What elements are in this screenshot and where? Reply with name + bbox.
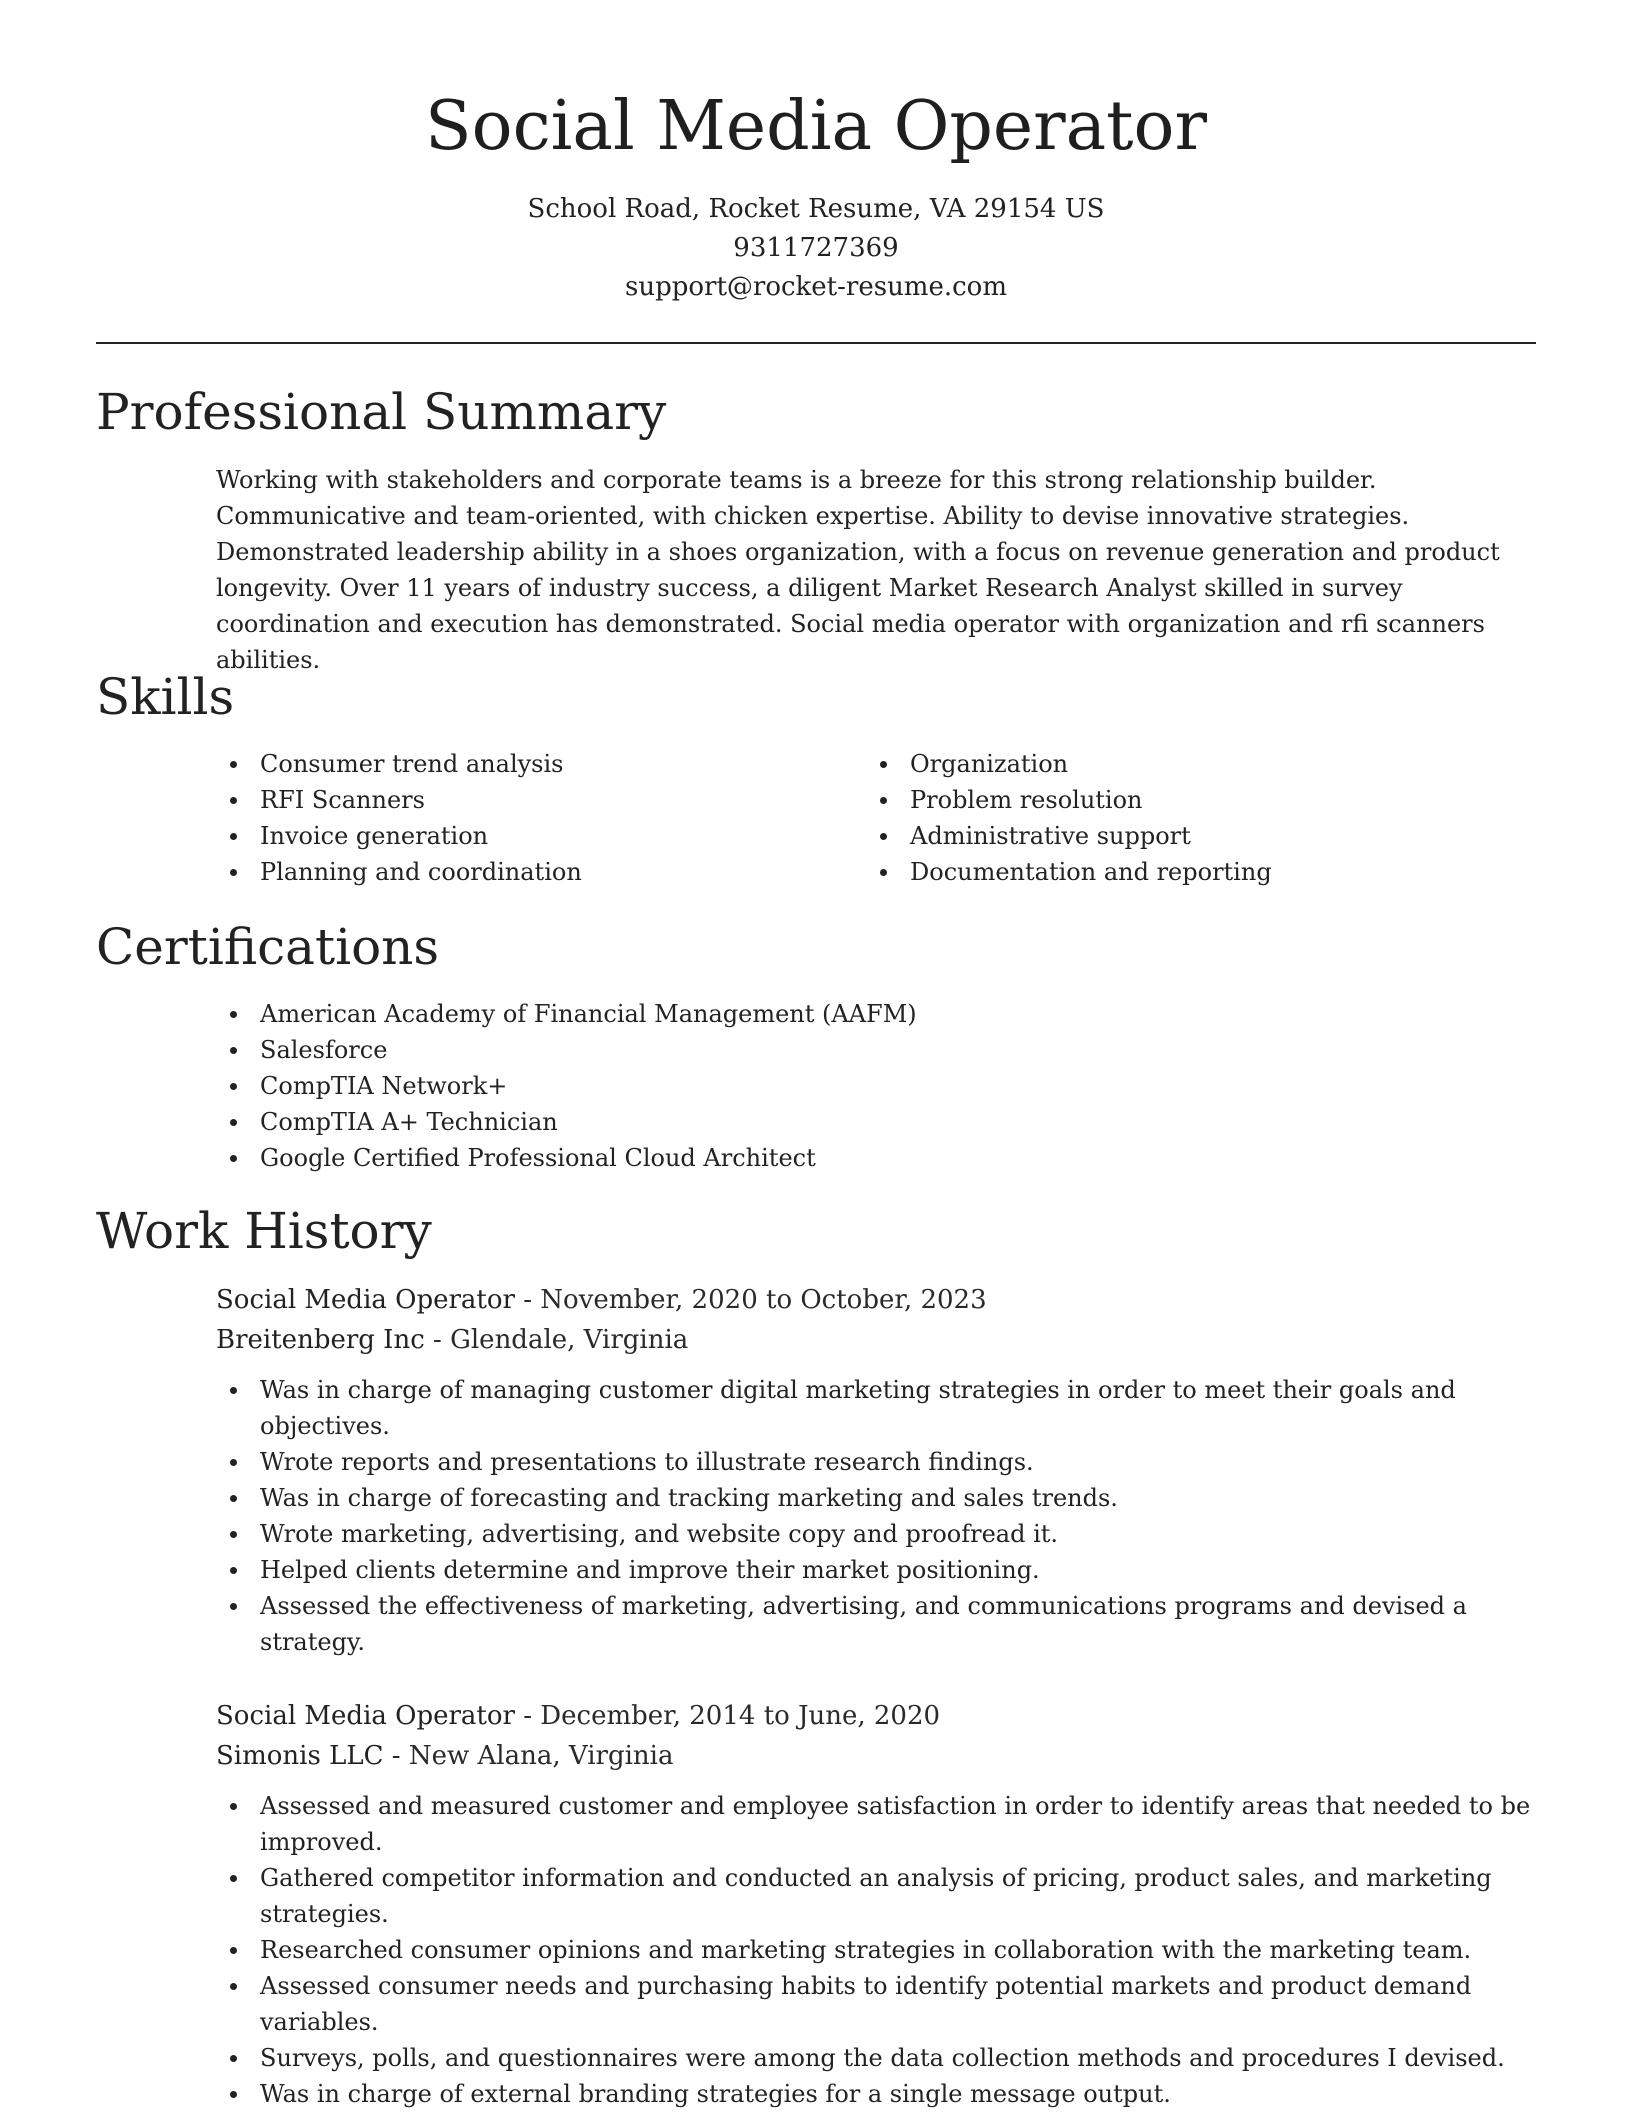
job-location: New Alana, Virginia bbox=[408, 1741, 674, 1771]
header-divider bbox=[96, 342, 1536, 344]
job-duty: Researched consumer opinions and marketing strategies in collaboration with the marketing team. bbox=[216, 1932, 1536, 1968]
certifications-list bbox=[216, 996, 1516, 1176]
certifications-heading: Certifications bbox=[96, 918, 440, 976]
job-duty: Was in charge of external branding strategies for a single message output. bbox=[216, 2076, 1536, 2112]
skills-list-right bbox=[866, 746, 1506, 890]
skill-item: Organization bbox=[866, 746, 1506, 782]
certification-item: CompTIA Network+ bbox=[216, 1068, 1516, 1104]
job-entry bbox=[216, 1696, 1536, 2112]
job-company-line: Breitenberg Inc - Glendale, Virginia bbox=[216, 1325, 689, 1355]
job-title-line: Social Media Operator - December, 2014 to June, 2020 bbox=[216, 1701, 941, 1731]
job-duty: Assessed consumer needs and purchasing habits to identify potential markets and product demand variables. bbox=[216, 1968, 1536, 2040]
skills-heading: Skills bbox=[96, 668, 235, 726]
job-dates: November, 2020 to October, 2023 bbox=[540, 1285, 987, 1315]
job-duty: Gathered competitor information and conducted an analysis of pricing, product sales, and marketing strategies. bbox=[216, 1860, 1536, 1932]
summary-heading: Professional Summary bbox=[96, 383, 667, 441]
job-company: Simonis LLC bbox=[216, 1741, 384, 1771]
job-title: Social Media Operator bbox=[216, 1285, 515, 1315]
job-duty: Wrote reports and presentations to illustrate research findings. bbox=[216, 1444, 1536, 1480]
job-dates: December, 2014 to June, 2020 bbox=[540, 1701, 941, 1731]
candidate-name: Social Media Operator bbox=[425, 87, 1207, 166]
skill-item: Invoice generation bbox=[216, 818, 836, 854]
job-company-line: Simonis LLC - New Alana, Virginia bbox=[216, 1741, 674, 1771]
summary-text: Working with stakeholders and corporate teams is a breeze for this strong relationship builder. Communicative and team-oriented, with chicken expertise. Ability to devise innovative strategies. Demonstrated leadership ability in a shoes organization, with a focus on revenue generation and product longevity. Over 11 years of industry success, a diligent Market Research Analyst skilled in survey coordination and execution has demonstrated. Social media operator with organization and rfi scanners abilities. bbox=[216, 466, 1500, 674]
skill-item: Planning and coordination bbox=[216, 854, 836, 890]
job-duty: Assessed and measured customer and employee satisfaction in order to identify areas that needed to be improved. bbox=[216, 1788, 1536, 1860]
skills-list-left bbox=[216, 746, 836, 890]
work-history-heading: Work History bbox=[96, 1202, 432, 1260]
job-duty: Assessed the effectiveness of marketing, advertising, and communications programs and devised a strategy. bbox=[216, 1588, 1536, 1660]
contact-block bbox=[0, 190, 1632, 307]
job-company: Breitenberg Inc bbox=[216, 1325, 425, 1355]
job-entry bbox=[216, 1280, 1536, 1660]
certification-item: CompTIA A+ Technician bbox=[216, 1104, 1516, 1140]
certification-item: American Academy of Financial Management (AAFM) bbox=[216, 996, 1516, 1032]
job-duties-list bbox=[216, 1372, 1536, 1660]
certification-item: Google Certified Professional Cloud Architect bbox=[216, 1140, 1516, 1176]
skill-item: Consumer trend analysis bbox=[216, 746, 836, 782]
job-duty: Wrote marketing, advertising, and website copy and proofread it. bbox=[216, 1516, 1536, 1552]
skill-item: Administrative support bbox=[866, 818, 1506, 854]
job-duty: Was in charge of managing customer digital marketing strategies in order to meet their goals and objectives. bbox=[216, 1372, 1536, 1444]
certification-item: Salesforce bbox=[216, 1032, 1516, 1068]
job-title-line: Social Media Operator - November, 2020 to October, 2023 bbox=[216, 1285, 987, 1315]
job-duty: Helped clients determine and improve their market positioning. bbox=[216, 1552, 1536, 1588]
job-duty: Was in charge of forecasting and tracking marketing and sales trends. bbox=[216, 1480, 1536, 1516]
skill-item: RFI Scanners bbox=[216, 782, 836, 818]
address: School Road, Rocket Resume, VA 29154 US bbox=[527, 194, 1105, 224]
email: support@rocket-resume.com bbox=[624, 272, 1007, 302]
phone: 9311727369 bbox=[733, 233, 899, 263]
job-title: Social Media Operator bbox=[216, 1701, 515, 1731]
skill-item: Problem resolution bbox=[866, 782, 1506, 818]
skill-item: Documentation and reporting bbox=[866, 854, 1506, 890]
job-duty: Surveys, polls, and questionnaires were among the data collection methods and procedures I devised. bbox=[216, 2040, 1536, 2076]
job-duties-list bbox=[216, 1788, 1536, 2112]
job-location: Glendale, Virginia bbox=[450, 1325, 689, 1355]
